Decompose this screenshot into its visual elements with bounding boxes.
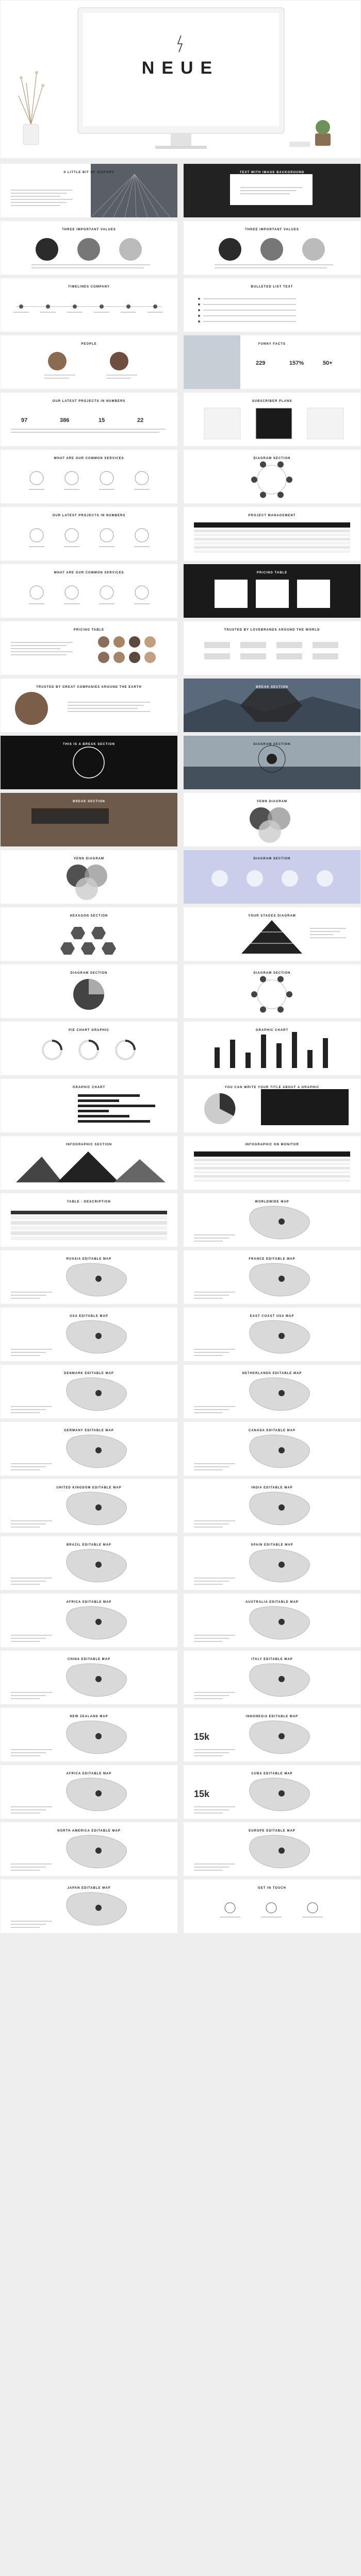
slide-title: INFOGRAPHIC ON MONITOR [245,1143,299,1146]
slide-title: JAPAN EDITABLE MAP [67,1887,111,1890]
slide-32 [184,1022,360,1075]
slide-37 [1,1193,177,1247]
slide-title: TABLE - DESCRIPTION [67,1200,111,1204]
slide-title: BULLETED LIST TEXT [251,285,293,289]
slide-title: PIE CHART GRAPHIC [69,1029,109,1032]
cover-brand: NEUE [141,58,220,78]
slide-1 [1,164,177,217]
slide-21 [1,736,177,789]
slide-33 [1,1079,177,1132]
slide-title: FUNNY FACTS [258,343,286,346]
slide-title: NORTH AMERICA EDITABLE MAP [57,1829,121,1833]
slide-5 [1,278,177,332]
slide-61 [1,1879,177,1933]
stat-value: 15k [194,1789,210,1799]
slide-title: AFRICA EDITABLE MAP [66,1772,112,1775]
slide-title: TRUSTED BY GREAT COMPANIES AROUND THE EARTH [36,686,142,689]
slide-29 [1,964,177,1018]
slide-57 [1,1765,177,1819]
slide-title: WORLDWIDE MAP [255,1200,289,1204]
slide-title: FRANCE EDITABLE MAP [249,1258,296,1261]
slide-title: GRAPHIC CHART [72,1086,106,1089]
slide-title: ITALY EDITABLE MAP [251,1658,293,1661]
slide-58 [184,1765,360,1819]
slide-15 [1,564,177,618]
slide-title: HEXAGON SECTION [70,914,108,918]
slide-3 [1,221,177,275]
slide-43 [1,1365,177,1418]
slide-13 [1,507,177,561]
slide-title: DIAGRAM SECTION [253,457,291,460]
slide-title: RUSSIA EDITABLE MAP [66,1258,112,1261]
slide-title: VENN DIAGRAM [73,857,104,860]
slide-50 [184,1536,360,1590]
slide-54 [184,1651,360,1704]
slide-4 [184,221,360,275]
slide-title: PRICING TABLE [256,571,288,574]
stat-value: 386 [60,417,70,423]
slide-53 [1,1651,177,1704]
slide-24 [184,793,360,846]
slide-40 [184,1250,360,1304]
slide-title: THREE IMPORTANT VALUES [62,228,116,231]
slide-title: A LITTLE BIT OF HISTORY [63,171,114,174]
stat-value: 157% [289,360,304,366]
slide-2 [184,164,360,217]
slide-title: DIAGRAM SECTION [253,743,291,746]
slide-36 [184,1136,360,1190]
slide-41 [1,1308,177,1361]
slide-27 [1,907,177,961]
slide-48 [184,1479,360,1533]
slide-55 [1,1708,177,1761]
slide-title: GET IN TOUCH [258,1887,286,1890]
slide-title: PRICING TABLE [73,629,105,632]
slide-title: SUBSCRIBER PLANS [252,400,292,403]
slide-60 [184,1822,360,1876]
slide-25 [1,850,177,904]
slide-title: OUR LATEST PROJECTS IN NUMBERS [52,400,126,403]
slide-title: GRAPHIC CHART [255,1029,289,1032]
slide-62 [184,1879,360,1933]
cover-slide [1,1,360,158]
slide-title: DIAGRAM SECTION [253,972,291,975]
slide-20 [184,679,360,732]
slide-26 [184,850,360,904]
slide-title: EAST COAST USA MAP [250,1315,294,1318]
slide-title: UNITED KINGDOM EDITABLE MAP [56,1486,122,1489]
slide-38 [184,1193,360,1247]
slide-title: GERMANY EDITABLE MAP [64,1429,114,1432]
slide-title: TRUSTED BY LOVEBRANDS AROUND THE WORLD [224,629,320,632]
slide-42 [184,1308,360,1361]
slide-34 [184,1079,360,1132]
slide-title: TEXT WITH IMAGE BACKGROUND [239,171,305,174]
stat-value: 97 [21,417,28,423]
slide-19 [1,679,177,732]
slide-title: DENMARK EDITABLE MAP [64,1372,114,1375]
slide-title: TIMELINES COMPANY [68,285,110,289]
stat-value: 15k [194,1732,210,1742]
slide-title: EUROPE EDITABLE MAP [249,1829,296,1833]
stat-value: 50+ [323,360,333,366]
slide-35 [1,1136,177,1190]
slide-59 [1,1822,177,1876]
slide-title: YOU CAN WRITE YOUR TITLE ABOUT A GRAPHIC [224,1086,320,1089]
slide-52 [184,1594,360,1647]
slide-22 [184,736,360,789]
slide-7 [1,335,177,389]
slide-title: SPAIN EDITABLE MAP [251,1544,293,1547]
slide-title: OUR LATEST PROJECTS IN NUMBERS [52,514,126,517]
slide-title: WHAT ARE OUR COMMON SERVICES [54,571,124,574]
slide-title: NEW ZEALAND MAP [70,1715,108,1718]
slide-title: AFRICA EDITABLE MAP [66,1601,112,1604]
slide-16 [184,564,360,618]
slide-56 [184,1708,360,1761]
slide-9 [1,393,177,446]
slide-title: WHAT ARE OUR COMMON SERVICES [54,457,124,460]
slide-title: AUSTRALIA EDITABLE MAP [245,1601,299,1604]
slide-title: CHINA EDITABLE MAP [68,1658,110,1661]
slide-title: NETHERLANDS EDITABLE MAP [242,1372,302,1375]
slide-title: VENN DIAGRAM [256,800,287,803]
slide-31 [1,1022,177,1075]
slide-18 [184,621,360,675]
slide-title: CUBA EDITABLE MAP [251,1772,293,1775]
slide-title: BRAZIL EDITABLE MAP [66,1544,112,1547]
slide-23 [1,793,177,846]
slide-title: INDIA EDITABLE MAP [251,1486,293,1489]
slide-11 [1,450,177,503]
slide-14 [184,507,360,561]
slide-title: PEOPLE [81,343,97,346]
slide-12 [184,450,360,503]
slide-title: YOUR STAGES DIAGRAM [248,914,296,918]
slide-6 [184,278,360,332]
slide-title: DIAGRAM SECTION [253,857,291,860]
slide-title: THIS IS A BREAK SECTION [63,743,115,746]
slide-title: BREAK SECTION [256,686,288,689]
slide-title: PROJECT MANAGEMENT [248,514,296,517]
slide-title: BREAK SECTION [73,800,105,803]
slide-8 [184,335,360,389]
slide-46 [184,1422,360,1476]
slide-51 [1,1594,177,1647]
slide-39 [1,1250,177,1304]
slide-17 [1,621,177,675]
slide-title: USA EDITABLE MAP [70,1315,108,1318]
slide-title: THREE IMPORTANT VALUES [245,228,299,231]
slide-title: INDONESIA EDITABLE MAP [245,1715,299,1718]
slide-44 [184,1365,360,1418]
slide-47 [1,1479,177,1533]
slide-10 [184,393,360,446]
stat-value: 15 [99,417,105,423]
slide-title: CANADA EDITABLE MAP [249,1429,296,1432]
slide-45 [1,1422,177,1476]
slide-49 [1,1536,177,1590]
slide-title: DIAGRAM SECTION [70,972,108,975]
stat-value: 22 [137,417,144,423]
slide-title: INFOGRAPHIC SECTION [65,1143,112,1146]
slide-28 [184,907,360,961]
stat-value: 229 [256,360,266,366]
slide-30 [184,964,360,1018]
